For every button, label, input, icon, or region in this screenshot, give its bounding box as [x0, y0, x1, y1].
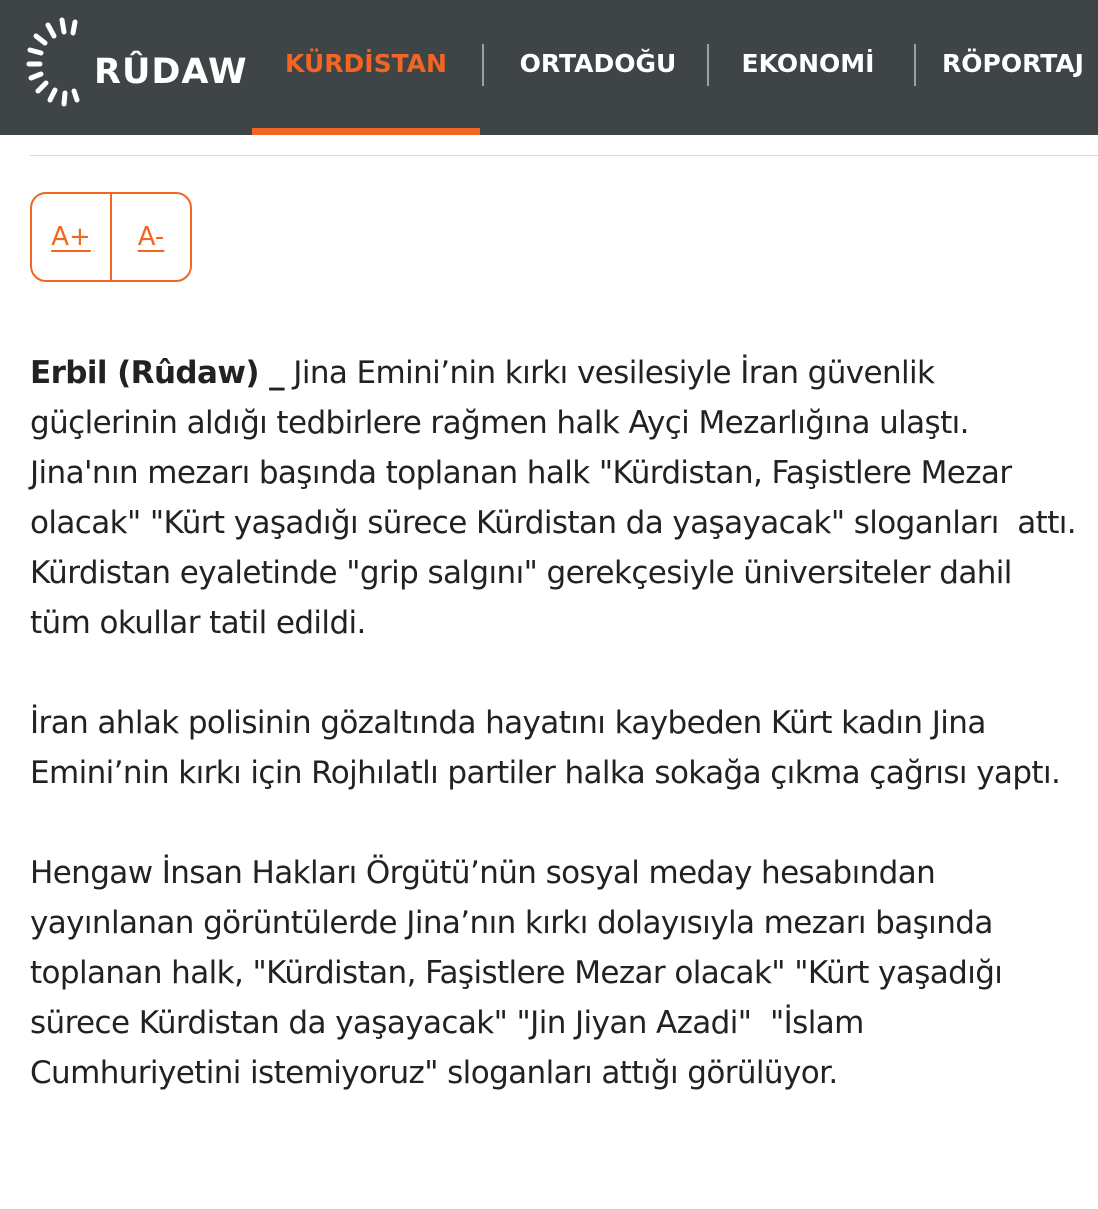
nav-separator	[707, 44, 709, 86]
nav-separator	[482, 44, 484, 86]
header-divider	[30, 155, 1098, 156]
logo-wordmark: RÛDAW	[94, 52, 248, 92]
nav-item-label: EKONOMİ	[741, 49, 875, 78]
site-header	[0, 0, 1098, 135]
nav-item-label: KÜRDİSTAN	[285, 49, 447, 78]
article-paragraph	[30, 348, 1086, 648]
nav-item-ortadogu[interactable]	[490, 0, 706, 135]
nav-item-roportaj[interactable]	[942, 0, 1098, 135]
dateline-dash: _	[269, 355, 285, 391]
font-size-controls	[30, 192, 192, 282]
font-decrease-button[interactable]: A-	[110, 194, 190, 280]
article-dateline: Erbil (Rûdaw)	[30, 355, 270, 391]
article-paragraph: Hengaw İnsan Hakları Örgütü’nün sosyal meday hesabından yayınlanan görüntülerde Jina’nın kırkı dolayısıyla mezarı başında toplanan halk, "Kürdistan, Faşistlere Mezar olacak" "Kürt yaşadığı sürece Kürdistan da yaşayacak" "Jin Jiyan Azadi" "İslam Cumhuriyetini istemiyoruz" sloganları attığı görülüyor.	[30, 855, 1012, 1091]
article-body	[30, 348, 1086, 1148]
nav-item-label: RÖPORTAJ	[942, 49, 1084, 78]
nav-item-ekonomi[interactable]	[718, 0, 898, 135]
active-tab-indicator	[252, 128, 480, 135]
nav-item-label: ORTADOĞU	[519, 49, 677, 78]
nav-item-kurdistan[interactable]	[252, 0, 480, 135]
rudaw-logo[interactable]	[26, 14, 248, 114]
paragraph-text: Jina Emini’nin kırkı vesilesiyle İran güvenlik güçlerinin aldığı tedbirlere rağmen halk Ayçi Mezarlığına ulaştı. Jina'nın mezarı başında toplanan halk "Kürdistan, Faşistlere Mezar olacak" "Kürt yaşadığı sürece Kürdistan da yaşayacak" sloganları attı. Kürdistan eyaletinde "grip salgını" gerekçesiyle üniversiteler dahil tüm okullar tatil edildi.	[30, 355, 1086, 641]
font-increase-button[interactable]: A+	[51, 222, 91, 252]
article-paragraph: İran ahlak polisinin gözaltında hayatını kaybeden Kürt kadın Jina Emini’nin kırkı için Rojhılatlı partiler halka sokağa çıkma çağrısı yaptı.	[30, 705, 1061, 791]
nav-separator	[914, 44, 916, 86]
